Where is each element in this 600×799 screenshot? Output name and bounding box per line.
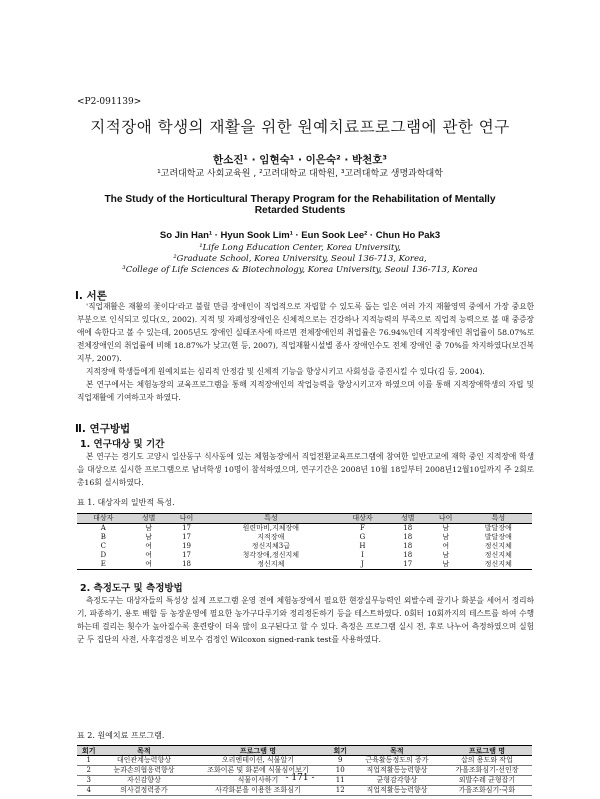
table1-cell: 17 [182, 524, 191, 532]
table1-cell: 18 [403, 551, 413, 559]
intro-paragraph-1: '직업재활은 재활의 꽃이다'라고 불릴 만큼 장애인이 직업적으로 자립할 수 있도록 돕는 일은 여러 가지 재활영역 중에서 가장 중요한 부분으로 인식되고 있다(오, 2002). 지적 및 자폐성장애인은 신체적으로는 건강하나 지적능력의 부족으로 직업적 능력으로 볼 때 중증장애에 속한다고 볼 수 있는데, 2005년도 장애인 실태조사에 따르면 전체장애인의 취업률은 76.94%인데 지적장애인 취업률이 58.07%로 전체장애인의 취업률에 비해 18.87%가 낮고(현 등, 2007), 직업재활시설별 종사 장애인수도 전체 장애인 중 70%를 차지하였다(보건복지부, 2007). [77, 302, 534, 363]
table2-cell: 직업적활동능력향상 [352, 766, 442, 776]
table1-cell: 정신지체 [257, 560, 285, 568]
table2-cell: 1 [77, 756, 100, 766]
introduction-body [77, 300, 534, 404]
table-row [77, 786, 532, 796]
table2-header-cell: 프로그램 명 [442, 746, 532, 756]
table1-cell: A [100, 524, 106, 532]
table2-cell: 의사결정력증가 [100, 786, 187, 796]
methods-body-2 [77, 594, 534, 646]
methods-paragraph-2: 측정도구는 대상자들의 특성상 실제 프로그램 운영 전에 체험농장에서 필요한 현장실무능력인 외발수레 끌기나 화분을 세어서 정리하기, 파종하기, 용토 배합 등 농장운영에 필요한 농가구다루기와 정리정돈하기 등을 테스트하였다. 0회터 10회까지의 테스트를 하여 수행하는데 걸리는 횟수가 높아질수록 훈련량이 더욱 많이 요구된다고 할 수 있다. 측정은 프로그램 실시 전, 후로 나누어 측정하였으며 실험군 두 집단의 사전, 사후검정은 비모수 검정인 Wilcoxon signed-rank test를 사용하였다. [77, 596, 534, 644]
table1-header-cell: 성별 [130, 514, 168, 524]
table2-cell: 3 [77, 776, 100, 786]
table-row [77, 756, 532, 766]
table2-header-cell: 목적 [100, 746, 187, 756]
table2-cell: 자신감향상 [100, 776, 187, 786]
table2-cell: 눈과손의협응력향상 [100, 766, 187, 776]
english-title-line-1: The Study of the Horticultural Therapy Program for the Rehabilitation of Mentally [104, 194, 496, 205]
abstract-code: <P2-091139> [77, 97, 142, 107]
table-row [77, 560, 532, 570]
table1-caption: 표 1. 대상자의 일반적 특성. [77, 498, 175, 507]
table2-cell: 외발수레 균형잡기 [442, 776, 532, 786]
affiliation-2: ²Graduate School, Korea University, Seoul 136-713, Korea, [173, 254, 427, 264]
affiliation-1: ¹Life Long Education Center, Korea University, [199, 243, 401, 253]
table2-cell: 근육활동정도의 증가 [352, 756, 442, 766]
table2-cell: 사각화분을 이용한 조화심기 [187, 786, 328, 796]
table1-cell: H [359, 542, 366, 550]
table2-cell: 가을조화심기-국화 [442, 786, 532, 796]
korean-affiliations: ¹고려대학교 사회교육원 , ²고려대학교 대학원, ³고려대학교 생명과학대학 [157, 169, 443, 179]
horticultural-program-table [77, 745, 532, 796]
table1-cell: 남 [442, 524, 450, 532]
table1-cell: G [359, 533, 366, 541]
subsection-subjects-heading: 1. 연구대상 및 기간 [80, 439, 165, 450]
table2-cell: 가을조화심기-선인장 [442, 766, 532, 776]
table2-cell: 삽의 용도와 작업 [442, 756, 532, 766]
subsection-measurement-heading: 2. 측정도구 및 측정방법 [80, 583, 183, 594]
table1-cell: 지적장애 [257, 533, 285, 541]
table1-cell: B [100, 533, 106, 541]
table-row [77, 524, 532, 534]
table1-cell: E [100, 560, 106, 568]
table1-header-cell: 대상자 [77, 514, 130, 524]
table1-cell: 정신지체 [484, 560, 512, 568]
section-introduction-heading: Ⅰ. 서론 [75, 290, 107, 302]
table2-cell: 직업적활동능력향상 [352, 786, 442, 796]
table1-cell: 정신지체 [484, 551, 512, 559]
table2-caption: 표 2. 원예치료 프로그램. [77, 731, 165, 740]
table1-cell: 여 [145, 542, 152, 550]
table1-cell: J [361, 560, 364, 568]
table1-cell: C [100, 542, 106, 550]
table-row [77, 533, 532, 542]
table1-cell: 여 [145, 551, 152, 559]
table1-cell: 원련마비,지체장애 [242, 524, 299, 532]
affiliation-3: ³College of Life Sciences & Biotechnology, Korea University, Seoul 136-713, Korea [122, 265, 478, 275]
table2-cell: 2 [77, 766, 100, 776]
table2-header-cell: 회기 [329, 746, 352, 756]
table1-cell: 여 [442, 542, 450, 550]
table1-cell: I [361, 551, 364, 559]
table-row [77, 542, 532, 551]
table2-cell: 조화이론 및 화분에 식물심어보기 [187, 766, 328, 776]
methods-paragraph-1: 본 연구는 경기도 고양시 일산동구 식사동에 있는 체험농장에서 직업전환교육프로그램에 참여한 일반고교에 재학 중인 지적장애 학생을 대상으로 실시한 프로그램으로 남녀학생 10명이 참석하였으며, 연구기간은 2008년 10월 18일부터 2008년12월10일까지 주 2회로 총16회 실시하였다. [77, 452, 534, 487]
table1-header-cell: 나이 [427, 514, 465, 524]
intro-paragraph-3: 본 연구에서는 체험농장의 교육프로그램을 통해 지적장애인의 작업능력을 향상시키고자 하였으며 이를 통해 지적장애학생의 자립 및 직업재활에 기여하고자 하였다. [77, 380, 534, 402]
korean-title: 지적장애 학생의 재활을 위한 원예치료프로그램에 관한 연구 [90, 118, 510, 136]
section-methods-heading: Ⅱ. 연구방법 [75, 423, 131, 435]
english-title [100, 194, 500, 216]
table1-cell: 18 [403, 524, 413, 532]
table2-header-cell: 회기 [77, 746, 100, 756]
table1-header-cell: 특성 [206, 514, 337, 524]
table-row [77, 551, 532, 560]
table1-cell: 17 [182, 533, 191, 541]
table1-cell: 발달장애 [484, 524, 512, 532]
table1-cell: 청각장애,정신지체 [242, 551, 299, 559]
table2-cell: 오리엔테이션, 식물알기 [187, 756, 328, 766]
table1-header-cell: 특성 [465, 514, 532, 524]
table2-header-cell: 목적 [352, 746, 442, 756]
table1-cell: 남 [442, 533, 450, 541]
table1-cell: 17 [182, 551, 191, 559]
table1-cell: 18 [403, 542, 413, 550]
table1-header-cell: 나이 [168, 514, 206, 524]
table2-cell: 10 [329, 766, 352, 776]
table1-cell: 18 [403, 533, 413, 541]
page-number: - 171 - [285, 773, 315, 783]
english-title-line-2: Retarded Students [254, 205, 346, 216]
table1-cell: F [360, 524, 365, 532]
table2-cell: 식물이사하기 [187, 776, 328, 786]
table1-header-cell: 대상자 [336, 514, 389, 524]
methods-body-1 [77, 450, 534, 489]
table1-cell: 정신지체3급 [251, 542, 290, 550]
table2-cell: 4 [77, 786, 100, 796]
table2-cell: 9 [329, 756, 352, 766]
table1-cell: 남 [145, 524, 152, 532]
table1-cell: 발달장애 [484, 533, 512, 541]
table2-cell: 12 [329, 786, 352, 796]
table1-cell: 남 [145, 533, 152, 541]
table2-header-cell: 프로그램 명 [187, 746, 328, 756]
table1-header-cell: 성별 [389, 514, 427, 524]
table1-cell: 여 [145, 560, 152, 568]
table1-cell: D [100, 551, 107, 559]
english-authors: So Jin Han¹ · Hyun Sook Lim¹ · Eun Sook Lee² · Chun Ho Pak3 [159, 230, 441, 241]
subject-characteristics-table [77, 513, 532, 570]
table1-cell: 17 [403, 560, 413, 568]
table1-cell: 정신지체 [484, 542, 512, 550]
intro-paragraph-2: 지적장애 학생들에게 원예치료는 심리적 안정감 및 신체적 기능을 향상시키고 사회성을 증진시킬 수 있다(김 등, 2004). [86, 367, 485, 376]
table1-cell: 19 [182, 542, 191, 550]
table1-cell: 18 [182, 560, 191, 568]
table1-cell: 남 [442, 560, 450, 568]
table1-cell: 남 [442, 551, 450, 559]
korean-authors: 한소진¹ · 임현숙¹ · 이은숙² · 박천호³ [212, 154, 387, 166]
table2-cell: 균형감각향상 [352, 776, 442, 786]
table2-cell: 11 [329, 776, 352, 786]
english-affiliations [0, 243, 600, 276]
table2-cell: 대인관계능력향상 [100, 756, 187, 766]
